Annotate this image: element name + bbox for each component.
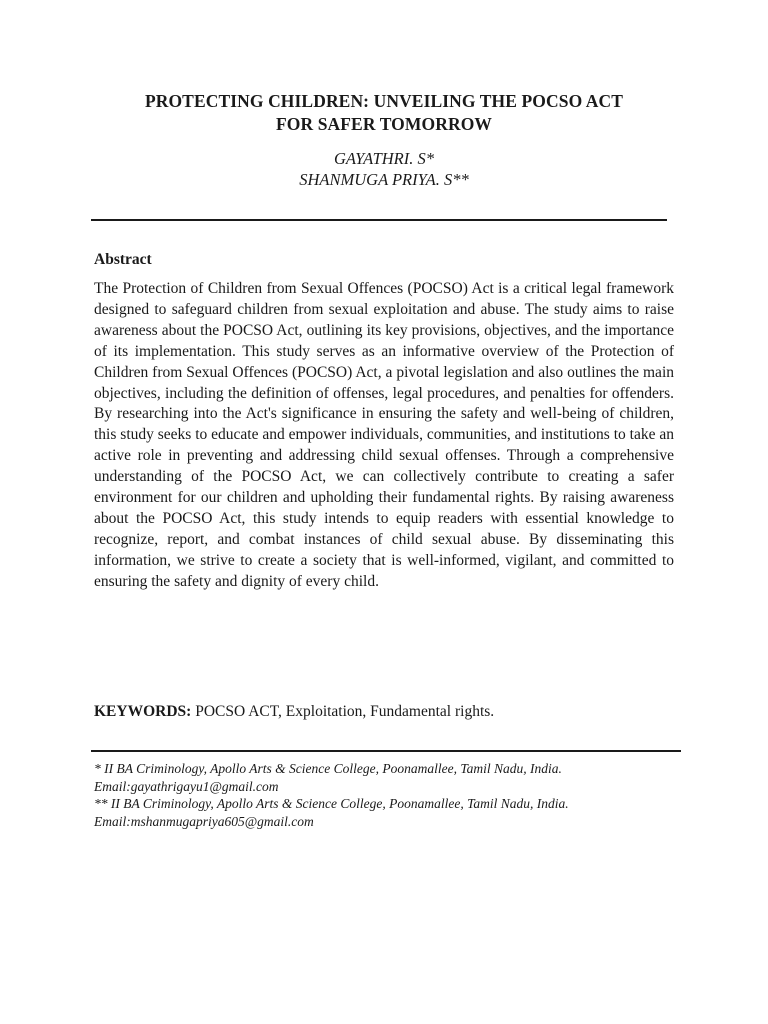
abstract-heading: Abstract: [94, 251, 152, 268]
footnote-affiliation-2: ** II BA Criminology, Apollo Arts & Science College, Poonamallee, Tamil Nadu, India.: [94, 796, 569, 811]
footnote-email-2: Email:mshanmugapriya605@gmail.com: [94, 813, 314, 829]
title-line-2: FOR SAFER TOMORROW: [275, 114, 493, 134]
footnote-affiliation-1: * II BA Criminology, Apollo Arts & Science College, Poonamallee, Tamil Nadu, India.: [94, 761, 562, 776]
paper-title: [60, 90, 708, 136]
author-2: SHANMUGA PRIYA. S**: [299, 170, 469, 189]
author-1: GAYATHRI. S*: [334, 149, 434, 168]
footnote-email-1: Email:gayathrigayu1@gmail.com: [94, 778, 279, 794]
author-list: [60, 148, 708, 190]
footnotes: [94, 760, 694, 830]
keywords-line: [94, 702, 674, 722]
title-divider: [91, 219, 667, 221]
keywords-text: POCSO ACT, Exploitation, Fundamental rights.: [191, 703, 495, 720]
title-line-1: PROTECTING CHILDREN: UNVEILING THE POCSO ACT: [144, 91, 624, 111]
keywords-label: KEYWORDS:: [94, 703, 192, 720]
abstract-body: The Protection of Children from Sexual Offences (POCSO) Act is a critical legal framework designed to safeguard children from sexual exploitation and abuse. The study aims to raise awareness about the POCSO Act, outlining its key provisions, objectives, and the importance of its implementation. This study serves as an informative overview of the Protection of Children from Sexual Offences (POCSO) Act, a pivotal legislation and also outlines the main objectives, including the definition of offenses, legal procedures, and penalties for offenders. By researching into the Act's significance in ensuring the safety and well-being of children, this study seeks to educate and empower individuals, communities, and institutions to take an active role in preventing and addressing child sexual offenses. Through a comprehensive understanding of the POCSO Act, we can collectively contribute to creating a safer environment for our children and upholding their fundamental rights. By raising awareness about the POCSO Act, this study intends to equip readers with essential knowledge to recognize, report, and combat instances of child sexual abuse. By disseminating this information, we strive to create a society that is well-informed, vigilant, and committed to ensuring the safety and dignity of every child.: [94, 280, 674, 590]
footnote-divider: [91, 750, 681, 752]
